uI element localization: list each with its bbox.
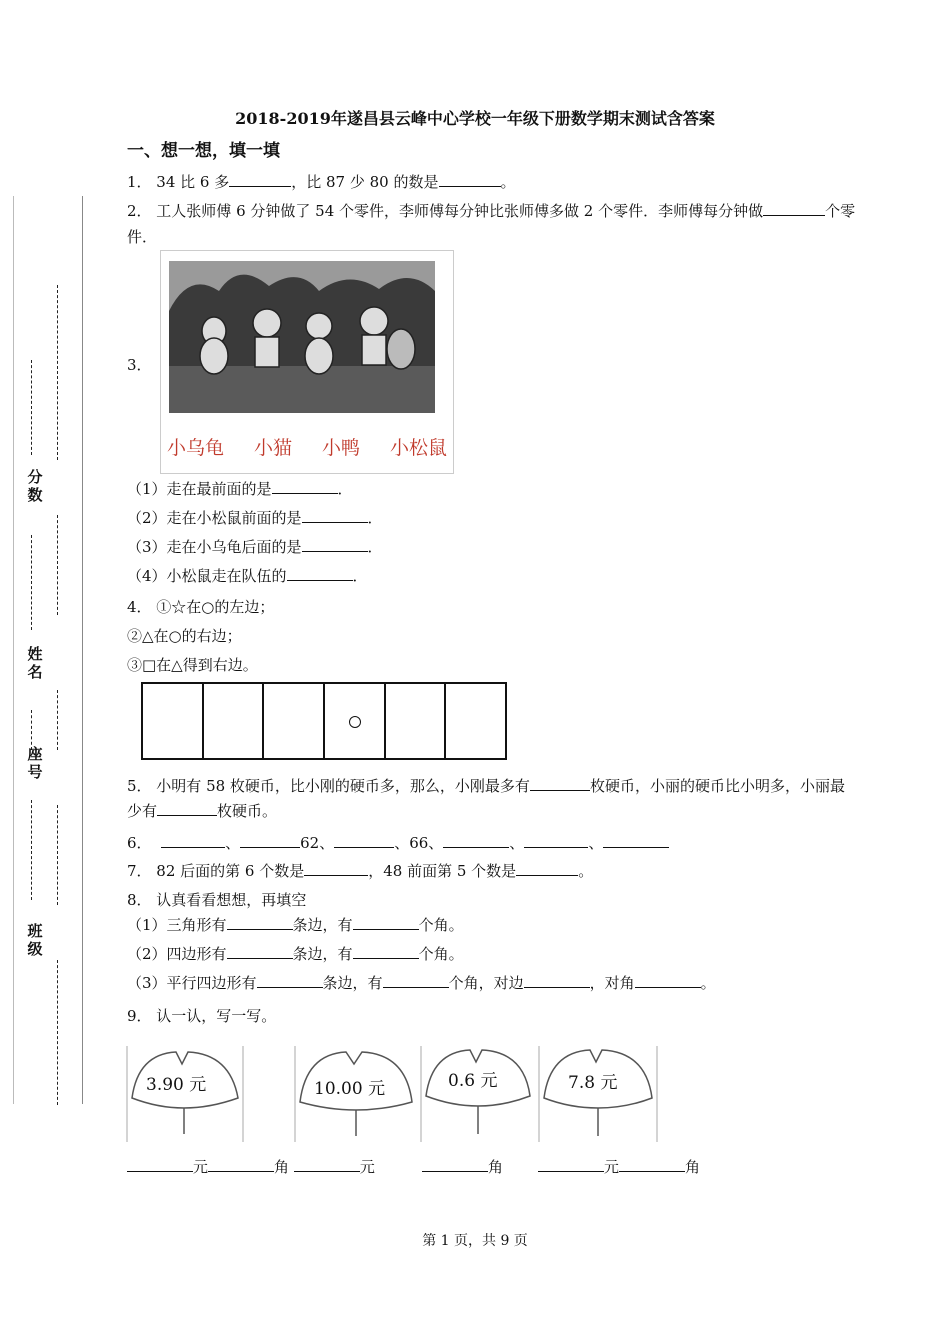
animal-scene-image bbox=[169, 261, 435, 413]
answer-blank[interactable] bbox=[287, 566, 353, 581]
answer-blank[interactable] bbox=[422, 1157, 488, 1172]
answer-blank[interactable] bbox=[443, 833, 509, 848]
unit-yuan: 元 bbox=[359, 1158, 375, 1176]
q8-text: （2）四边形有 bbox=[127, 945, 227, 963]
ginkgo-leaf-card bbox=[538, 1046, 658, 1142]
q6-text: 、66、 bbox=[394, 834, 444, 852]
q3-text: （4）小松鼠走在队伍的 bbox=[127, 567, 287, 585]
side-label-name: 姓名 bbox=[27, 645, 43, 681]
q8-text: 个角，对边 bbox=[448, 974, 524, 992]
answer-blank[interactable] bbox=[302, 508, 368, 523]
answer-blank[interactable] bbox=[272, 479, 338, 494]
binding-dash bbox=[57, 960, 62, 1105]
leaf-price: 3.90 元 bbox=[146, 1075, 207, 1095]
q8-heading: 8． 认真看看想想，再填空 bbox=[127, 891, 307, 909]
leaf-price: 0.6 元 bbox=[448, 1071, 498, 1091]
q3-text: ． bbox=[337, 480, 353, 498]
q7-text: 7． 82 后面的第 6 个数是 bbox=[127, 862, 305, 880]
q5-text: 少有 bbox=[127, 802, 158, 820]
answer-blank[interactable] bbox=[353, 944, 419, 959]
circle-icon bbox=[349, 716, 361, 728]
leaf-price: 10.00 元 bbox=[314, 1079, 386, 1099]
answer-blank[interactable] bbox=[257, 973, 323, 988]
answer-blank[interactable] bbox=[208, 1157, 274, 1172]
answer-blank[interactable] bbox=[524, 833, 588, 848]
answer-blank[interactable] bbox=[227, 915, 293, 930]
binding-dash bbox=[31, 710, 36, 750]
q2-continued: 件． bbox=[127, 228, 158, 246]
box-cell[interactable] bbox=[264, 684, 325, 758]
q3-sub-1 bbox=[127, 478, 353, 500]
side-label-class: 班级 bbox=[27, 922, 43, 958]
q5-text: 枚硬币。 bbox=[217, 802, 278, 820]
answer-blank[interactable] bbox=[161, 833, 225, 848]
q4-line-2: ②△在○的右边； bbox=[127, 627, 242, 645]
binding-dash bbox=[31, 800, 36, 900]
answer-blank[interactable] bbox=[302, 537, 368, 552]
page-footer: 第 1 页，共 9 页 bbox=[422, 1233, 528, 1249]
binding-dash bbox=[31, 360, 36, 455]
q8-line-2 bbox=[127, 943, 464, 965]
answer-blank[interactable] bbox=[304, 861, 368, 876]
binding-dash bbox=[57, 285, 62, 460]
box-cell[interactable] bbox=[446, 684, 505, 758]
q8-text: 条边，有 bbox=[322, 974, 383, 992]
q4-line-3: ③□在△得到右边。 bbox=[127, 656, 258, 674]
animal-name: 小鸭 bbox=[321, 437, 360, 459]
q8-line-1 bbox=[127, 914, 464, 936]
answer-blank[interactable] bbox=[516, 861, 578, 876]
answer-blank[interactable] bbox=[229, 172, 291, 187]
answer-blank[interactable] bbox=[524, 973, 590, 988]
q3-number: 3． bbox=[127, 356, 152, 374]
answer-blank[interactable] bbox=[619, 1157, 685, 1172]
shape-position-boxes bbox=[141, 682, 507, 760]
box-cell[interactable] bbox=[325, 684, 386, 758]
answer-blank[interactable] bbox=[439, 172, 501, 187]
q8-text: 条边，有 bbox=[292, 945, 353, 963]
q3-text: ． bbox=[367, 538, 383, 556]
answer-blank[interactable] bbox=[334, 833, 394, 848]
q8-text: ，对角 bbox=[589, 974, 635, 992]
q7-text: ，48 前面第 5 个数是 bbox=[368, 862, 517, 880]
question-7 bbox=[127, 860, 593, 882]
answer-blank[interactable] bbox=[353, 915, 419, 930]
animal-names bbox=[167, 433, 447, 460]
side-label-seat: 座号 bbox=[27, 745, 43, 781]
q8-text: 条边，有 bbox=[292, 916, 353, 934]
q1-text: 1． 34 比 6 多 bbox=[127, 173, 230, 191]
binding-dash bbox=[57, 690, 62, 750]
binding-dash bbox=[57, 515, 62, 615]
unit-jiao: 角 bbox=[274, 1158, 290, 1176]
q3-sub-2 bbox=[127, 507, 383, 529]
ginkgo-leaf-card bbox=[126, 1046, 244, 1142]
q3-text: ． bbox=[367, 509, 383, 527]
q8-text: 个角。 bbox=[418, 945, 464, 963]
q1-text: ，比 87 少 80 的数是 bbox=[291, 173, 439, 191]
answer-blank[interactable] bbox=[157, 801, 217, 816]
answer-blank[interactable] bbox=[127, 1157, 193, 1172]
animal-parade-picture bbox=[160, 250, 454, 474]
leaf-price: 7.8 元 bbox=[568, 1073, 618, 1093]
q4-line-1: 4． ①☆在○的左边； bbox=[127, 598, 275, 616]
binding-dash bbox=[57, 805, 62, 905]
q5-text: 5． 小明有 58 枚硬币，比小刚的硬币多，那么，小刚最多有 bbox=[127, 777, 530, 795]
section-heading: 一、想一想，填一填 bbox=[127, 141, 280, 161]
q9-answers-3 bbox=[538, 1156, 700, 1178]
q7-text: 。 bbox=[578, 862, 594, 880]
q2-text: 个零 bbox=[825, 202, 856, 220]
animal-name: 小猫 bbox=[253, 437, 292, 459]
ginkgo-leaf-card bbox=[294, 1046, 418, 1142]
q8-text: （3）平行四边形有 bbox=[127, 974, 257, 992]
q8-text: 个角。 bbox=[418, 916, 464, 934]
question-2 bbox=[127, 200, 855, 222]
answer-blank[interactable] bbox=[603, 833, 669, 848]
answer-blank[interactable] bbox=[294, 1157, 360, 1172]
box-cell[interactable] bbox=[386, 684, 447, 758]
answer-blank[interactable] bbox=[240, 833, 300, 848]
unit-jiao: 角 bbox=[488, 1158, 504, 1176]
q9-answers bbox=[127, 1156, 375, 1178]
side-label-score: 分数 bbox=[27, 468, 43, 504]
q8-line-3 bbox=[127, 972, 716, 994]
q5-continued bbox=[127, 800, 277, 822]
answer-blank[interactable] bbox=[383, 973, 449, 988]
q6-text: 62、 bbox=[300, 834, 335, 852]
page-title: 2018-2019年遂昌县云峰中心学校一年级下册数学期末测试含答案 bbox=[235, 109, 715, 128]
box-cell[interactable] bbox=[204, 684, 265, 758]
q8-text: 。 bbox=[700, 974, 716, 992]
answer-blank[interactable] bbox=[227, 944, 293, 959]
unit-yuan: 元 bbox=[193, 1158, 209, 1176]
binding-outer-line bbox=[13, 196, 14, 1104]
binding-dash bbox=[31, 535, 36, 630]
binding-line bbox=[82, 196, 83, 1104]
q3-sub-4 bbox=[127, 565, 368, 587]
q1-text: 。 bbox=[500, 173, 516, 191]
animal-name: 小松鼠 bbox=[389, 437, 447, 459]
question-6 bbox=[127, 832, 669, 854]
q3-text: （2）走在小松鼠前面的是 bbox=[127, 509, 302, 527]
q6-text: 、 bbox=[588, 834, 604, 852]
q8-text: （1）三角形有 bbox=[127, 916, 227, 934]
q9-heading: 9． 认一认，写一写。 bbox=[127, 1007, 277, 1025]
answer-blank[interactable] bbox=[635, 973, 701, 988]
q5-text: 枚硬币，小丽的硬币比小明多，小丽最 bbox=[589, 777, 845, 795]
q6-text: 6． bbox=[127, 834, 152, 852]
q9-answers-2 bbox=[422, 1156, 503, 1178]
q3-text: （3）走在小乌龟后面的是 bbox=[127, 538, 302, 556]
unit-yuan: 元 bbox=[604, 1158, 620, 1176]
answer-blank[interactable] bbox=[538, 1157, 604, 1172]
answer-blank[interactable] bbox=[763, 201, 825, 216]
q3-text: ． bbox=[352, 567, 368, 585]
box-cell[interactable] bbox=[143, 684, 204, 758]
q6-text: 、 bbox=[225, 834, 241, 852]
q6-text: 、 bbox=[509, 834, 525, 852]
unit-jiao: 角 bbox=[685, 1158, 701, 1176]
q3-text: （1）走在最前面的是 bbox=[127, 480, 272, 498]
animal-name: 小乌龟 bbox=[167, 437, 225, 459]
ginkgo-leaf-card bbox=[420, 1046, 536, 1142]
answer-blank[interactable] bbox=[530, 776, 590, 791]
q3-sub-3 bbox=[127, 536, 383, 558]
q2-text: 2． 工人张师傅 6 分钟做了 54 个零件，李师傅每分钟比张师傅多做 2 个零件．李师傅每分钟做 bbox=[127, 202, 764, 220]
question-1 bbox=[127, 171, 516, 193]
question-5 bbox=[127, 775, 845, 797]
